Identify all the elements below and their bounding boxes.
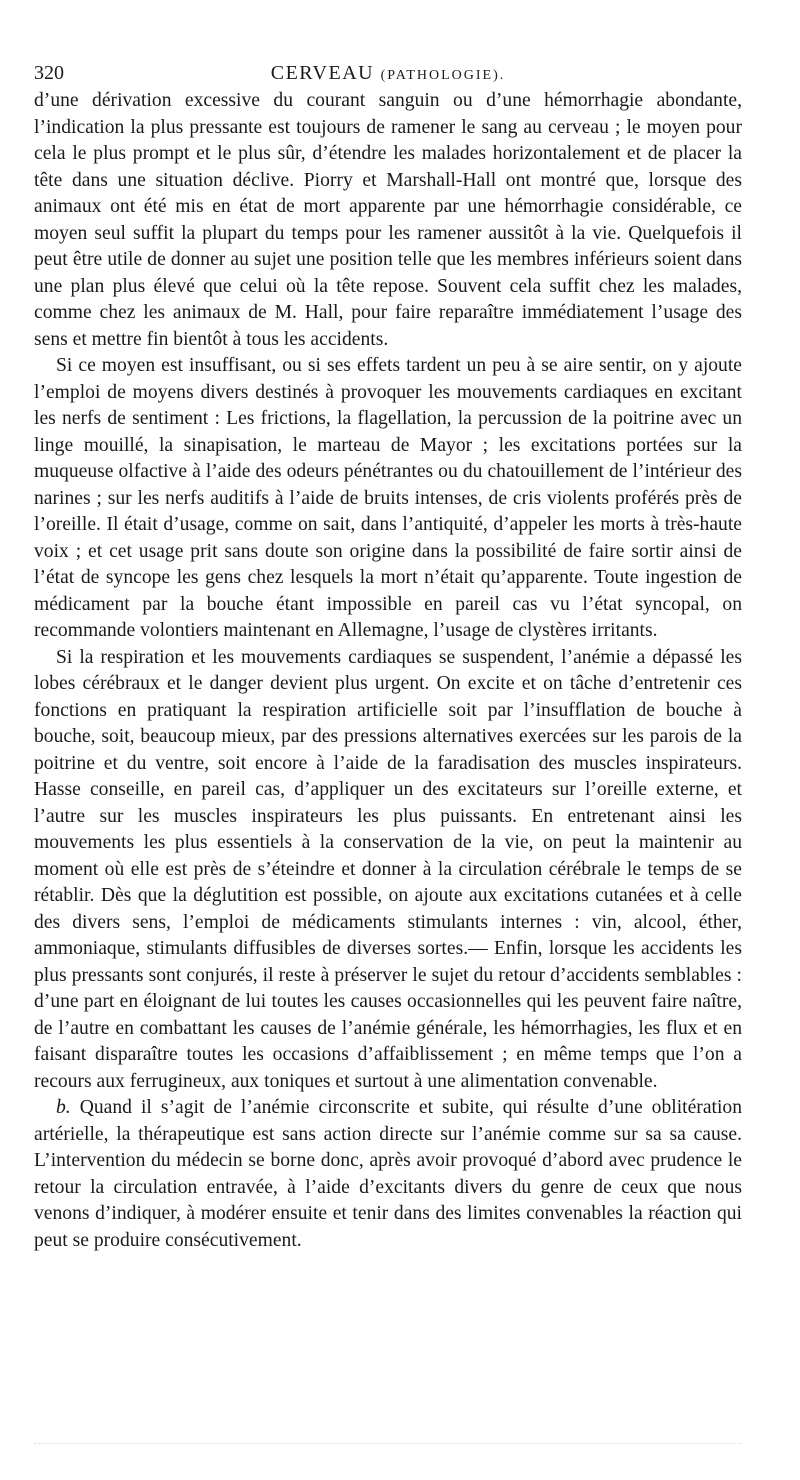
running-title bbox=[34, 62, 742, 85]
running-title-main: CERVEAU bbox=[270, 62, 375, 84]
body-text bbox=[34, 88, 742, 1254]
running-header bbox=[34, 48, 742, 88]
paragraph-3: Si la respiration et les mouvements cardiaques se suspendent, l’anémie a dépassé les lobes cérébraux et le danger devient plus urgent. On excite et on tâche d’entretenir ces fonctions en pratiquant la respiration artificielle soit par l’insufflation de bouche à bouche, soit, beaucoup mieux, par des pressions alternatives exercées sur les parois de la poitrine et du ventre, soit encore à l’aide de la faradisation des muscles inspirateurs. Hasse conseille, en pareil cas, d’appliquer un des excitateurs sur l’oreille externe, et l’autre sur les muscles inspirateurs les plus puissants. En entretenant ainsi les mouvements les plus essentiels à la conservation de la vie, on peut la maintenir au moment où elle est près de s’éteindre et donner à la circulation cérébrale le temps de se rétablir. Dès que la déglutition est possible, on ajoute aux excitations cutanées et à celle des divers sens, l’emploi de médicaments stimulants internes : vin, alcool, éther, ammoniaque, stimulants diffusibles de diverses sortes.— Enfin, lorsque les accidents les plus pressants sont conjurés, il reste à préserver le sujet du retour d’accidents semblables : d’une part en éloignant de lui toutes les causes occasionnelles qui les peuvent faire naître, de l’autre en combattant les causes de l’anémie générale, les hémorrhagies, les flux et en faisant disparaître toutes les occasions d’affaiblissement ; en même temps que l’on a recours aux ferrugineux, aux toniques et surtout à une alimentation convenable. bbox=[34, 646, 742, 1092]
paragraph-2: Si ce moyen est insuffisant, ou si ses effets tardent un peu à se aire sentir, on y ajoute l’emploi de moyens divers destinés à provoquer les mouvements cardiaques en excitant les nerfs de sentiment : Les frictions, la flagellation, la percussion de la poitrine avec un linge mouillé, la sinapisation, le marteau de Mayor ; les excitations portées sur la muqueuse olfactive à l’aide des odeurs pénétrantes ou du chatouillement de l’intérieur des narines ; sur les nerfs auditifs à l’aide de bruits intenses, de cris violents proférés près de l’oreille. Il était d’usage, comme on sait, dans l’antiquité, d’appeler les morts à très-haute voix ; et cet usage prit sans doute son origine dans la possibilité de faire sortir ainsi de l’état de syncope les gens chez lesquels la mort n’était qu’apparente. Toute ingestion de médicament par la bouche étant impossible en pareil cas vu l’état syncopal, on recommande volontiers maintenant en Allemagne, l’usage de clystères irritants. bbox=[34, 355, 742, 641]
page-bottom-noise bbox=[34, 1443, 742, 1446]
paragraph-1: d’une dérivation excessive du courant sanguin ou d’une hémorrhagie abondante, l’indication la plus pressante est toujours de ramener le sang au cerveau ; le moyen pour cela le plus prompt et le plus sûr, d’étendre les malades horizontalement et de placer la tête dans une situation déclive. Piorry et Marshall-Hall ont montré que, lorsque des animaux ont été mis en état de mort apparente par une hémorrhagie considérable, ce moyen seul suffit la plupart du temps pour les ramener aussitôt à la vie. Quelquefois il peut être utile de donner au sujet une position telle que les membres inférieurs soient dans une plan plus élevé que celui où la tête repose. Souvent cela suffit chez les malades, comme chez les animaux de M. Hall, pour faire reparaître immédiatement l’usage des sens et mettre fin bientôt à tous les accidents. bbox=[34, 90, 742, 350]
paragraph-4-letter: b. bbox=[56, 1097, 71, 1118]
running-title-subtitle: (PATHOLOGIE). bbox=[380, 68, 506, 83]
paragraph-4-text: Quand il s’agit de l’anémie circonscrite et subite, qui résulte d’une oblitération artérielle, la thérapeutique est sans action directe sur l’anémie comme sur sa sa cause. L’intervention du médecin se borne donc, après avoir provoqué d’abord avec prudence le retour la circulation entravée, à l’aide d’excitants divers du genre de ceux que nous venons d’indiquer, à modérer ensuite et tenir dans des limites convenables la réaction qui peut se produire consécutivement. bbox=[34, 1097, 742, 1251]
page-number: 320 bbox=[34, 62, 64, 84]
paragraph-4 bbox=[34, 1095, 742, 1254]
